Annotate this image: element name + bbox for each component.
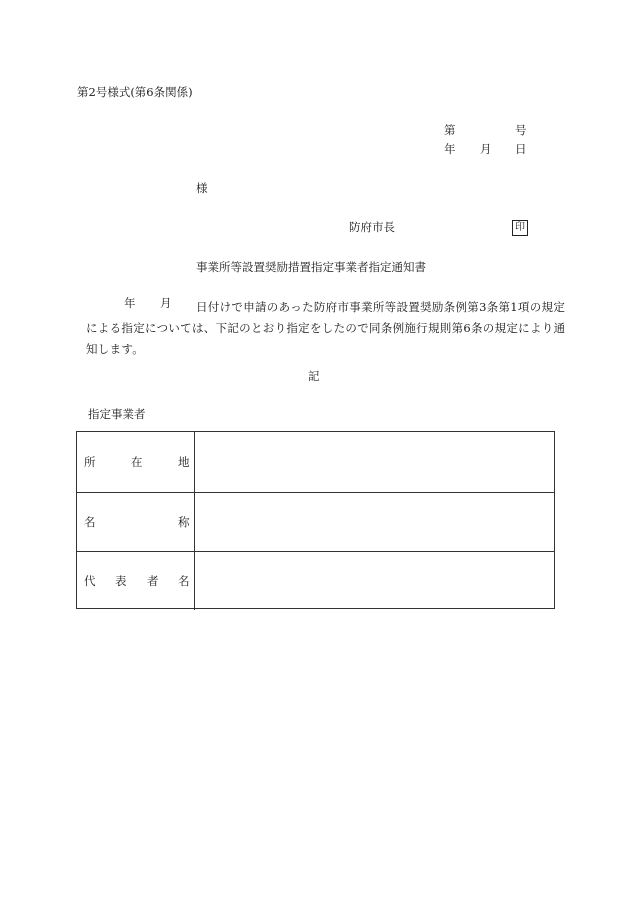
body-year: 年 (124, 296, 136, 310)
label-name (77, 493, 195, 551)
representative-value-field[interactable] (195, 552, 554, 610)
address-value-field[interactable] (195, 432, 554, 492)
label-char: 名 (178, 574, 190, 588)
label-address (77, 432, 195, 492)
label-char: 代 (84, 574, 96, 588)
ki-marker: 記 (308, 369, 320, 383)
document-title: 事業所等設置奨励措置指定事業者指定通知書 (196, 260, 426, 274)
label-char: 表 (115, 574, 127, 588)
table-row (77, 432, 554, 492)
label-char: 者 (147, 574, 159, 588)
addressee-suffix: 様 (196, 181, 208, 195)
designated-business-table (76, 431, 555, 609)
body-month: 月 (160, 296, 172, 310)
issuer-name: 防府市長 (349, 220, 395, 234)
name-value-field[interactable] (195, 493, 554, 551)
body-text: 日付けで申請のあった防府市事業所等設置奨励条例第3条第1項の規定による指定については、下記のとおり指定をしたので同条例施行規則第6条の規定により通知します。 (86, 300, 566, 356)
form-number: 第2号様式(第6条関係) (77, 85, 193, 99)
label-char: 名 (84, 515, 96, 529)
date-day: 日 (515, 142, 527, 156)
label-char: 在 (131, 455, 143, 469)
label-representative (77, 552, 195, 610)
date-year: 年 (444, 142, 456, 156)
doc-number-dai: 第 (444, 123, 456, 137)
table-row (77, 551, 554, 610)
label-char: 称 (178, 515, 190, 529)
doc-number-go: 号 (515, 123, 527, 137)
date-month: 月 (480, 142, 492, 156)
section-heading: 指定事業者 (88, 407, 146, 421)
label-char: 地 (178, 455, 190, 469)
seal-mark: 印 (512, 220, 528, 236)
table-row (77, 492, 554, 551)
body-paragraph (86, 297, 576, 360)
label-char: 所 (84, 455, 96, 469)
